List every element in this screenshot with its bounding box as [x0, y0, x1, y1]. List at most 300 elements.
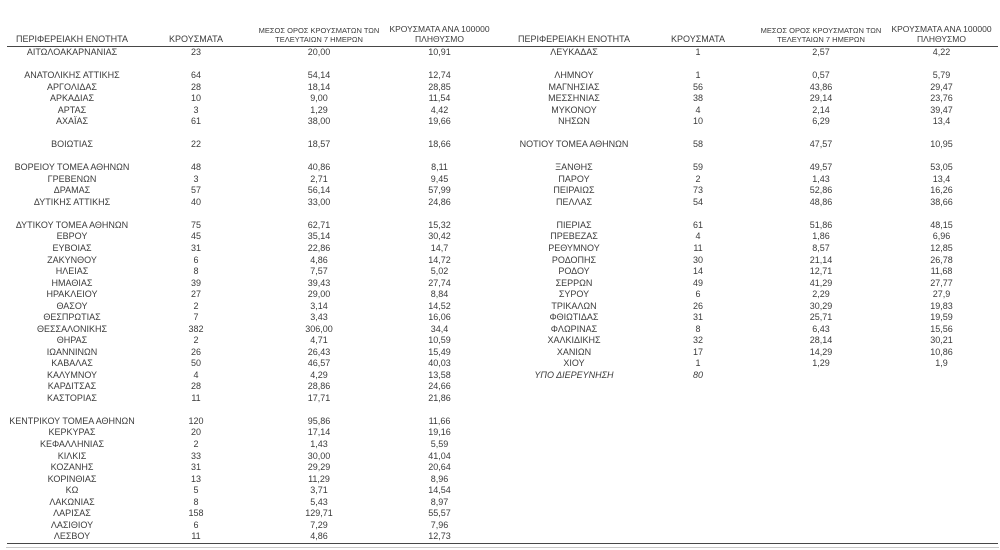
per100k-cell: 11,54	[428, 93, 451, 104]
table-row	[7, 231, 998, 243]
cases-cell: 120	[188, 415, 204, 426]
table-row	[7, 439, 998, 451]
table-gap	[496, 485, 509, 497]
table-row	[7, 139, 998, 151]
per100k-cell: 55,57	[428, 508, 451, 519]
table-gap	[496, 278, 509, 290]
avg7-cell: 35,14	[307, 231, 331, 242]
cases-cell: 20	[190, 427, 201, 438]
avg7-cell: 5,43	[310, 496, 328, 507]
per100k-cell: 8,97	[430, 496, 449, 507]
avg7-cell	[757, 462, 885, 474]
cases-cell: 22	[190, 139, 201, 150]
table-gap	[496, 139, 509, 151]
per100k-cell	[885, 393, 998, 405]
per100k-cell: 28,85	[428, 81, 451, 92]
region-cell: ΕΒΡΟΥ	[56, 231, 88, 242]
avg7-cell: 25,71	[809, 312, 833, 323]
region-cell: ΚΕΡΚΥΡΑΣ	[48, 427, 96, 438]
per100k-cell: 5,79	[932, 70, 951, 81]
region-cell: ΜΥΚΟΝΟΥ	[551, 104, 597, 115]
per100k-cell: 8,84	[430, 289, 449, 300]
cases-cell	[639, 462, 757, 474]
region-cell	[509, 531, 639, 543]
region-cell: ΗΡΑΚΛΕΙΟΥ	[46, 289, 98, 300]
per100k-cell	[885, 427, 998, 439]
region-cell: ΒΟΙΩΤΙΑΣ	[51, 139, 93, 150]
per100k-cell	[885, 128, 998, 140]
avg7-cell: 17,71	[307, 392, 331, 403]
avg7-cell: 54,14	[307, 70, 331, 81]
avg7-cell: 21,14	[809, 254, 833, 265]
region-cell: ΦΘΙΩΤΙΔΑΣ	[549, 312, 599, 323]
avg7-cell: 12,71	[809, 266, 833, 277]
cases-cell: 31	[692, 312, 703, 323]
table-gap	[496, 105, 509, 117]
cases-cell: 31	[190, 242, 201, 253]
avg7-cell: 20,00	[307, 47, 331, 57]
region-cell: ΛΑΚΩΝΙΑΣ	[49, 496, 95, 507]
table-row	[7, 508, 998, 520]
header-avg7-right-line1: ΜΕΣΟΣ ΟΡΟΣ ΚΡΟΥΣΜΑΤΩΝ ΤΩΝ	[760, 26, 882, 35]
per100k-cell: 53,05	[930, 162, 953, 173]
avg7-cell: 0,57	[812, 70, 830, 81]
table-row	[7, 82, 998, 94]
table-row	[7, 47, 998, 59]
header-avg7-right	[757, 11, 885, 47]
cases-cell: 4	[193, 369, 199, 380]
avg7-cell	[255, 208, 383, 220]
avg7-cell: 49,57	[809, 162, 833, 173]
cases-cell: 11	[693, 242, 703, 253]
table-header-row	[7, 11, 998, 47]
cases-cell: 382	[188, 323, 204, 334]
table-row	[7, 404, 998, 416]
per100k-cell: 13,4	[932, 116, 951, 127]
avg7-cell	[757, 451, 885, 463]
avg7-cell: 2,71	[310, 173, 328, 184]
table-gap	[496, 312, 509, 324]
avg7-cell: 9,00	[310, 93, 328, 104]
avg7-cell: 62,71	[307, 219, 331, 230]
region-cell: ΧΙΟΥ	[563, 358, 585, 369]
table-gap	[496, 59, 509, 71]
avg7-cell: 48,86	[809, 196, 833, 207]
table-gap	[496, 93, 509, 105]
region-cell: ΙΩΑΝΝΙΝΩΝ	[46, 346, 98, 357]
avg7-cell	[255, 59, 383, 71]
table-gap	[496, 393, 509, 405]
avg7-cell: 3,71	[310, 485, 328, 496]
region-cell: ΚΑΒΑΛΑΣ	[51, 358, 93, 369]
per100k-cell: 30,42	[428, 231, 451, 242]
avg7-cell: 29,14	[809, 93, 833, 104]
table-row	[7, 520, 998, 532]
region-cell: ΗΜΑΘΙΑΣ	[51, 277, 93, 288]
cases-cell	[639, 208, 757, 220]
avg7-cell	[255, 128, 383, 140]
region-cell: ΠΕΛΛΑΣ	[555, 196, 593, 207]
per100k-cell: 14,54	[428, 485, 451, 496]
avg7-cell: 95,86	[307, 415, 331, 426]
avg7-cell: 47,57	[809, 139, 833, 150]
region-cell: ΚΑΛΥΜΝΟΥ	[46, 369, 98, 380]
avg7-cell: 3,14	[310, 300, 328, 311]
avg7-cell: 7,29	[310, 519, 328, 530]
per100k-cell: 41,04	[428, 450, 451, 461]
table-row	[7, 485, 998, 497]
cases-cell: 75	[190, 219, 201, 230]
table-row	[7, 105, 998, 117]
avg7-cell	[757, 208, 885, 220]
per100k-cell: 30,21	[930, 335, 953, 346]
region-cell	[509, 416, 639, 428]
per100k-cell: 9,45	[430, 173, 449, 184]
header-gap	[496, 11, 509, 47]
region-cell: ΛΑΣΙΘΙΟΥ	[50, 519, 94, 530]
avg7-cell: 8,57	[812, 242, 830, 253]
per100k-cell: 27,74	[428, 277, 451, 288]
per100k-cell	[885, 451, 998, 463]
region-cell: ΚΕΝΤΡΙΚΟΥ ΤΟΜΕΑ ΑΘΗΝΩΝ	[9, 415, 135, 426]
per100k-cell	[885, 531, 998, 543]
cases-cell: 14	[692, 266, 703, 277]
avg7-cell: 39,43	[307, 277, 331, 288]
avg7-cell: 1,29	[310, 104, 328, 115]
region-cell: ΛΗΜΝΟΥ	[554, 70, 594, 81]
cases-cell: 28	[190, 81, 201, 92]
cases-cell	[639, 451, 757, 463]
avg7-cell	[757, 370, 885, 382]
table-row	[7, 185, 998, 197]
per100k-cell: 19,66	[428, 116, 451, 127]
cases-cell: 6	[193, 519, 199, 530]
per100k-cell: 23,76	[930, 93, 953, 104]
header-per100k-left-line2: ΠΛΗΘΥΣΜΟ	[415, 34, 464, 44]
region-cell	[7, 404, 137, 416]
avg7-cell: 43,86	[809, 81, 833, 92]
cases-cell: 158	[188, 508, 204, 519]
region-cell	[509, 393, 639, 405]
avg7-cell: 51,86	[809, 219, 833, 230]
avg7-cell	[757, 59, 885, 71]
cases-cell: 59	[692, 162, 703, 173]
table-gap	[496, 508, 509, 520]
cases-cell: 6	[193, 254, 199, 265]
region-cell: ΑΧΑΪΑΣ	[55, 116, 89, 127]
per100k-cell: 10,95	[930, 139, 953, 150]
cases-cell: 80	[692, 369, 703, 380]
cases-cell	[639, 59, 757, 71]
region-cell: ΘΗΡΑΣ	[56, 335, 88, 346]
avg7-cell	[255, 151, 383, 163]
table-gap	[496, 462, 509, 474]
region-cell: ΘΕΣΠΡΩΤΙΑΣ	[43, 312, 101, 323]
region-cell: ΝΟΤΙΟΥ ΤΟΜΕΑ ΑΘΗΝΩΝ	[519, 139, 629, 150]
avg7-cell	[757, 474, 885, 486]
per100k-cell: 8,11	[431, 162, 448, 173]
avg7-cell: 29,29	[307, 462, 331, 473]
table-gap	[496, 358, 509, 370]
cases-cell: 28	[190, 381, 201, 392]
region-cell: ΘΕΣΣΑΛΟΝΙΚΗΣ	[36, 323, 108, 334]
per100k-cell: 19,83	[930, 300, 953, 311]
region-cell: ΤΡΙΚΑΛΩΝ	[551, 300, 597, 311]
per100k-cell: 4,42	[430, 104, 449, 115]
per100k-cell: 11,68	[930, 266, 953, 277]
per100k-cell	[383, 128, 496, 140]
cases-cell: 61	[190, 116, 201, 127]
per100k-cell	[885, 508, 998, 520]
avg7-cell: 22,86	[307, 242, 331, 253]
region-cell: ΡΟΔΟΠΗΣ	[551, 254, 597, 265]
cases-cell: 39	[190, 277, 201, 288]
region-cell	[509, 404, 639, 416]
avg7-cell: 2,14	[812, 104, 830, 115]
avg7-cell: 2,29	[812, 289, 830, 300]
table-row	[7, 324, 998, 336]
per100k-cell: 19,16	[428, 427, 451, 438]
cases-cell: 30	[692, 254, 703, 265]
avg7-cell	[757, 404, 885, 416]
avg7-cell: 6,43	[812, 323, 830, 334]
cases-cell: 10	[692, 116, 703, 127]
region-cell: ΧΑΝΙΩΝ	[556, 346, 592, 357]
region-cell: ΑΡΓΟΛΙΔΑΣ	[47, 81, 97, 92]
avg7-cell: 4,71	[310, 335, 328, 346]
region-cell: ΚΑΣΤΟΡΙΑΣ	[47, 392, 97, 403]
per100k-cell	[885, 59, 998, 71]
table-gap	[496, 82, 509, 94]
region-cell: ΠΕΙΡΑΙΩΣ	[553, 185, 595, 196]
region-cell: ΜΑΓΝΗΣΙΑΣ	[548, 81, 600, 92]
avg7-cell: 56,14	[307, 185, 331, 196]
table-row	[7, 335, 998, 347]
per100k-cell: 20,64	[428, 462, 451, 473]
avg7-cell	[757, 151, 885, 163]
avg7-cell: 18,14	[307, 81, 331, 92]
cases-cell: 57	[190, 185, 201, 196]
table-gap	[496, 289, 509, 301]
per100k-cell	[383, 208, 496, 220]
per100k-cell: 29,47	[930, 81, 953, 92]
region-cell: ΔΡΑΜΑΣ	[53, 185, 91, 196]
table-gap	[496, 231, 509, 243]
per100k-cell: 10,86	[930, 346, 953, 357]
table-row	[7, 174, 998, 186]
per100k-cell	[885, 208, 998, 220]
region-cell: ΧΑΛΚΙΔΙΚΗΣ	[547, 335, 601, 346]
per100k-cell: 8,96	[430, 473, 449, 484]
cases-cell: 38	[692, 93, 703, 104]
avg7-cell: 3,43	[310, 312, 328, 323]
per100k-cell	[383, 404, 496, 416]
table-gap	[496, 531, 509, 543]
region-cell: ΕΥΒΟΙΑΣ	[52, 242, 92, 253]
per100k-cell: 5,59	[430, 438, 449, 449]
avg7-cell: 1,43	[812, 173, 830, 184]
table-gap	[496, 266, 509, 278]
avg7-cell: 1,29	[812, 358, 830, 369]
per100k-cell: 16,26	[930, 185, 953, 196]
table-gap	[496, 347, 509, 359]
table-gap	[496, 151, 509, 163]
region-cell: ΗΛΕΙΑΣ	[55, 266, 89, 277]
per100k-cell: 18,66	[428, 139, 451, 150]
region-cell	[509, 439, 639, 451]
cases-cell: 49	[692, 277, 703, 288]
table-row	[7, 381, 998, 393]
per100k-cell: 15,49	[428, 346, 451, 357]
header-avg7-left	[255, 11, 383, 47]
avg7-cell: 26,43	[307, 346, 331, 357]
table-row	[7, 59, 998, 71]
table-gap	[496, 174, 509, 186]
avg7-cell: 14,29	[809, 346, 833, 357]
table-gap	[496, 370, 509, 382]
region-cell: ΠΑΡΟΥ	[558, 173, 590, 184]
per100k-cell: 10,59	[428, 335, 451, 346]
table-row	[7, 427, 998, 439]
table-row	[7, 162, 998, 174]
cases-cell: 1	[695, 358, 701, 369]
cases-cell: 11	[191, 392, 201, 403]
region-cell	[509, 128, 639, 140]
cases-cell: 2	[193, 335, 199, 346]
table-bottom-rule-light	[6, 547, 999, 548]
cases-cell: 7	[193, 312, 199, 323]
avg7-cell: 4,86	[310, 531, 328, 542]
region-cell	[509, 474, 639, 486]
table-row	[7, 312, 998, 324]
table-row	[7, 220, 998, 232]
cases-cell	[639, 508, 757, 520]
cases-cell: 33	[190, 450, 201, 461]
region-cell	[509, 508, 639, 520]
table-bottom-rule	[7, 543, 998, 544]
region-cell: ΛΑΡΙΣΑΣ	[53, 508, 91, 519]
cases-cell	[639, 416, 757, 428]
region-cell: ΠΡΕΒΕΖΑΣ	[550, 231, 598, 242]
table-row	[7, 255, 998, 267]
avg7-cell: 33,00	[307, 196, 331, 207]
per100k-cell: 34,4	[430, 323, 449, 334]
avg7-cell: 4,86	[310, 254, 328, 265]
per100k-cell	[383, 151, 496, 163]
region-cell	[509, 427, 639, 439]
per100k-cell	[383, 59, 496, 71]
per100k-cell	[885, 370, 998, 382]
per100k-cell: 40,03	[428, 358, 451, 369]
avg7-cell: 18,57	[307, 139, 331, 150]
table-gap	[496, 116, 509, 128]
cases-cell: 8	[695, 323, 701, 334]
avg7-cell: 129,71	[305, 508, 333, 519]
cases-cell	[639, 520, 757, 532]
header-per100k-right	[885, 11, 998, 47]
per100k-cell: 14,72	[428, 254, 451, 265]
region-cell: ΡΟΔΟΥ	[558, 266, 590, 277]
per100k-cell	[885, 485, 998, 497]
per100k-cell	[885, 404, 998, 416]
cases-cell: 23	[190, 47, 201, 57]
table-gap	[496, 474, 509, 486]
avg7-cell	[757, 427, 885, 439]
table-row	[7, 497, 998, 509]
per100k-cell: 21,86	[428, 392, 451, 403]
table-row	[7, 116, 998, 128]
table-row	[7, 278, 998, 290]
avg7-cell: 30,29	[809, 300, 833, 311]
table-row	[7, 451, 998, 463]
cases-cell: 6	[695, 289, 701, 300]
region-cell	[509, 151, 639, 163]
table-gap	[496, 255, 509, 267]
cases-cell	[137, 128, 255, 140]
table-row	[7, 531, 998, 543]
region-cell: ΜΕΣΣΗΝΙΑΣ	[548, 93, 600, 104]
avg7-cell: 2,57	[812, 47, 830, 57]
cases-cell: 3	[193, 173, 199, 184]
table-row	[7, 208, 998, 220]
per100k-cell: 12,74	[428, 70, 451, 81]
region-cell: ΚΟΖΑΝΗΣ	[50, 462, 94, 473]
region-cell: ΝΗΣΩΝ	[558, 116, 590, 127]
per100k-cell	[885, 462, 998, 474]
table-row	[7, 93, 998, 105]
table-row	[7, 474, 998, 486]
cases-cell	[639, 427, 757, 439]
table-gap	[496, 128, 509, 140]
cases-cell: 45	[190, 231, 201, 242]
table-row	[7, 289, 998, 301]
region-cell: ΓΡΕΒΕΝΩΝ	[47, 173, 97, 184]
table-row	[7, 301, 998, 313]
region-cell: ΚΕΦΑΛΛΗΝΙΑΣ	[39, 438, 105, 449]
header-region-right: ΠΕΡΙΦΕΡΕΙΑΚΗ ΕΝΟΤΗΤΑ	[509, 11, 639, 47]
region-cell	[509, 462, 639, 474]
cases-cell: 2	[695, 173, 701, 184]
region-cell: ΡΕΘΥΜΝΟΥ	[548, 242, 600, 253]
header-cases-left: ΚΡΟΥΣΜΑΤΑ	[137, 11, 255, 47]
cases-cell	[137, 208, 255, 220]
cases-cell: 56	[692, 81, 703, 92]
region-cell: ΚΑΡΔΙΤΣΑΣ	[47, 381, 97, 392]
table-gap	[496, 497, 509, 509]
avg7-cell	[757, 531, 885, 543]
region-cell: ΔΥΤΙΚΟΥ ΤΟΜΕΑ ΑΘΗΝΩΝ	[15, 219, 129, 230]
cases-cell: 26	[692, 300, 703, 311]
region-cell: ΚΩ	[65, 485, 79, 496]
per100k-cell: 48,15	[930, 219, 953, 230]
cases-cell: 5	[193, 485, 199, 496]
avg7-cell	[757, 128, 885, 140]
region-cell: ΑΙΤΩΛΟΑΚΑΡΝΑΝΙΑΣ	[26, 47, 118, 57]
per100k-cell: 1,9	[935, 358, 948, 369]
per100k-cell	[885, 520, 998, 532]
per100k-cell: 10,91	[428, 47, 451, 57]
region-cell	[7, 208, 137, 220]
region-cell: ΠΙΕΡΙΑΣ	[556, 219, 592, 230]
cases-cell: 40	[190, 196, 201, 207]
table-row	[7, 266, 998, 278]
avg7-cell	[255, 404, 383, 416]
avg7-cell: 306,00	[305, 323, 333, 334]
region-cell: ΔΥΤΙΚΗΣ ΑΤΤΙΚΗΣ	[33, 196, 111, 207]
table-gap	[496, 335, 509, 347]
region-cell: ΣΕΡΡΩΝ	[555, 277, 593, 288]
avg7-cell	[757, 485, 885, 497]
